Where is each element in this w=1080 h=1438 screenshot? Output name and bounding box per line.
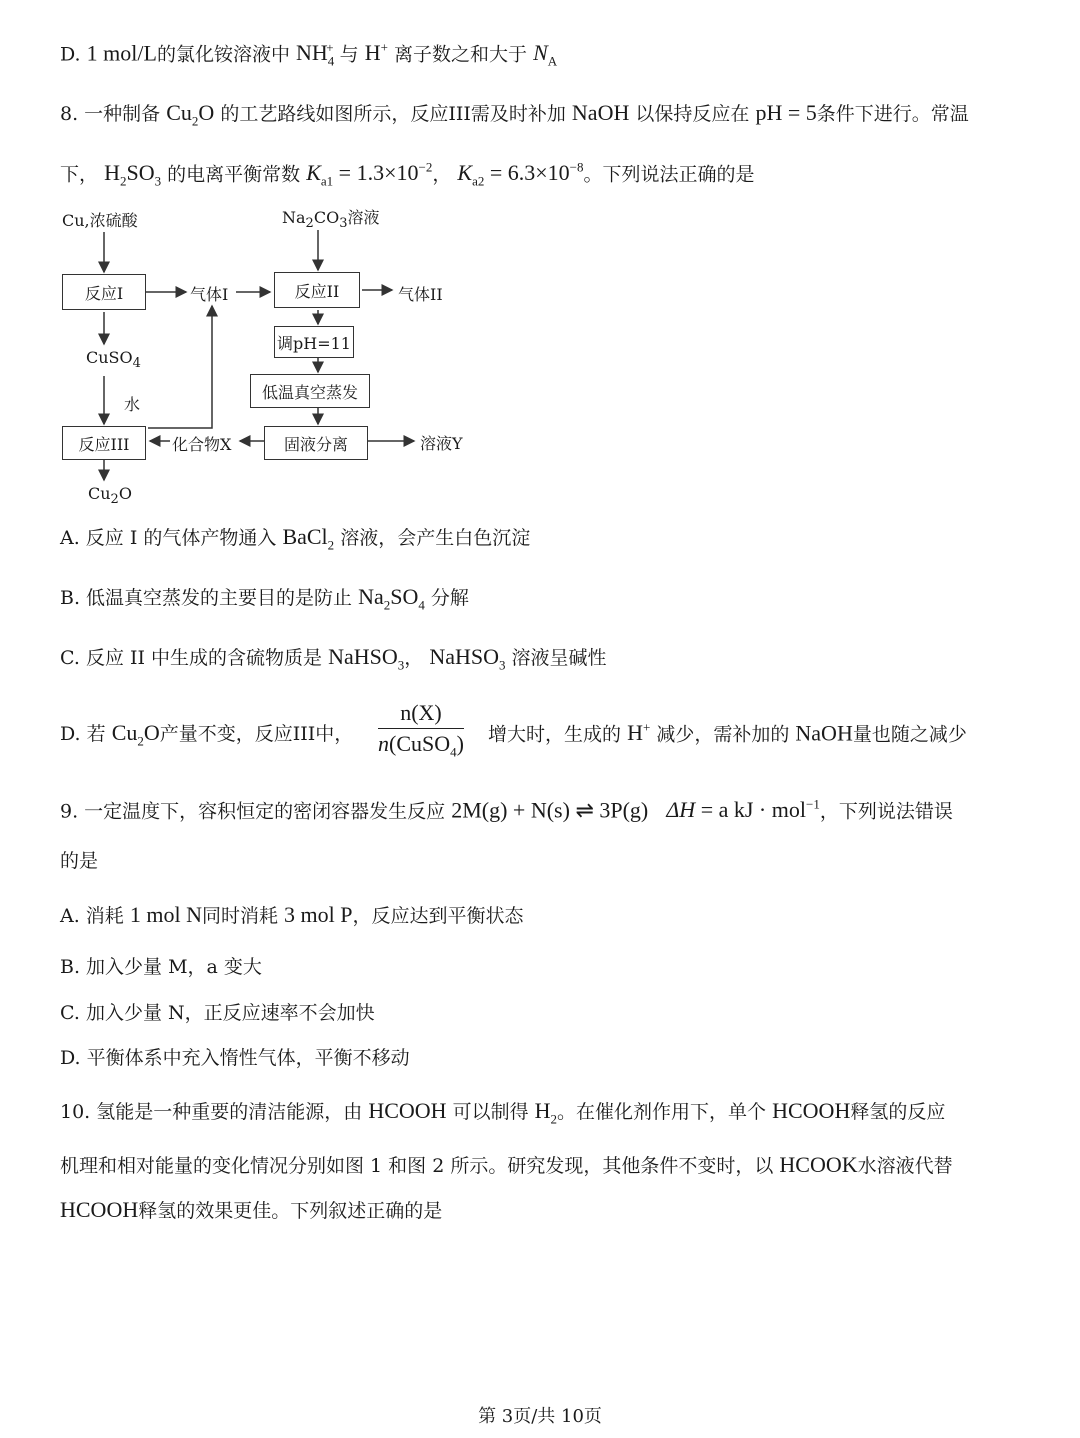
reaction-3-box: 反应III: [62, 426, 146, 460]
gas-2-label: 气体II: [398, 285, 443, 304]
naoh-formula: NaOH: [795, 720, 853, 746]
ammonium-formula: $NH_4^+$: [296, 40, 335, 69]
q8-option-c: C. 反应 II 中生成的含硫物质是 NaHSO$_3$， NaHSO$_3$ 溶液呈碱性: [60, 644, 607, 673]
page-number: 第 3页/共 10页: [478, 1406, 602, 1427]
water-label: 水: [124, 395, 141, 414]
q8-stem-line1: 8. 一种制备 $Cu_2O$ 的工艺路线如图所示，反应III需及时补加 NaOH 以保持反应在 pH = 5条件下进行。常温: [60, 100, 969, 129]
gas-1-label: 气体I: [190, 285, 229, 304]
ratio-fraction: [378, 700, 464, 760]
hcooh-formula: HCOOH: [368, 1098, 447, 1123]
nahso3-formula: NaHSO$_3$: [429, 644, 506, 673]
na2so4-formula: $Na_2SO_4$: [358, 584, 425, 613]
q8-option-b: B. 低温真空蒸发的主要目的是防止 $Na_2SO_4$ 分解: [60, 584, 469, 613]
avogadro-symbol: $N_A$: [533, 40, 558, 69]
ka2-expression: $K_{a2} = 6.3\times 10^{-8}$: [457, 160, 584, 189]
ka1-expression: $K_{a1} = 1.3\times 10^{-2}$: [306, 160, 433, 189]
fraction-denominator: n(CuSO$_4$): [378, 731, 464, 760]
amount-n: 1 mol N: [129, 902, 202, 927]
q8-option-d: D. 若 $Cu_2O$产量不变，反应III中，: [60, 720, 354, 749]
solid-liquid-separation-box: 固液分离: [264, 426, 368, 460]
bacl2-formula: BaCl$_2$: [282, 524, 335, 553]
option-letter: D.: [60, 43, 81, 66]
q8-option-a: A. 反应 I 的气体产物通入 BaCl$_2$ 溶液，会产生白色沉淀: [60, 524, 531, 553]
q8-option-d-continued: 增大时，生成的 H+ 减少，需补加的 NaOH量也随之减少: [488, 720, 967, 746]
adjust-ph-box: 调pH=11: [274, 326, 354, 358]
compound-x-label: 化合物X: [172, 435, 232, 454]
reaction-equation: 2M(g) + N(s) ⇌ 3P(g): [451, 797, 649, 823]
h2-formula: $H_2$: [534, 1098, 558, 1127]
ph-value: pH = 5: [755, 100, 817, 125]
proton-formula: H+: [627, 720, 651, 746]
h2so3-formula: $H_2SO_3$: [104, 160, 162, 189]
low-temp-vacuum-evaporation-box: 低温真空蒸发: [250, 374, 370, 408]
hcook-formula: HCOOK: [779, 1152, 858, 1177]
cu2o-product-label: $Cu_2O$: [88, 484, 132, 508]
q10-stem-line1: 10. 氢能是一种重要的清洁能源，由 HCOOH 可以制得 $H_2$。在催化剂作用下，单个 HCOOH释氢的反应: [60, 1098, 946, 1127]
text: 与: [339, 43, 359, 66]
enthalpy-expression: ΔH = a kJ · mol$^{-1}$: [666, 797, 820, 823]
concentration: 1 mol/L: [86, 40, 157, 66]
q10-stem-line3: HCOOH释氢的效果更佳。下列叙述正确的是: [60, 1197, 443, 1222]
na2co3-solution-label: $Na_2CO_3$溶液: [282, 208, 380, 232]
amount-p: 3 mol P: [284, 902, 353, 927]
reaction-2-box: 反应II: [274, 272, 360, 308]
q9-option-a: A. 消耗 1 mol N同时消耗 3 mol P，反应达到平衡状态: [60, 902, 524, 927]
cu-conc-acid-label: Cu,浓硫酸: [62, 211, 138, 230]
q9-option-b: B. 加入少量 M，a 变大: [60, 956, 262, 978]
text: 的氯化铵溶液中: [156, 43, 290, 66]
hcooh-formula: HCOOH: [772, 1098, 851, 1123]
cuso4-label: CuSO$_4$: [86, 348, 141, 372]
cu2o-formula: $Cu_2O$: [111, 720, 160, 749]
solution-y-label: 溶液Y: [420, 434, 463, 453]
cu2o-formula: $Cu_2O$: [166, 100, 215, 129]
proton-formula: H+: [364, 40, 388, 66]
q9-option-d: D. 平衡体系中充入惰性气体，平衡不移动: [60, 1047, 410, 1069]
fraction-numerator: n(X): [378, 700, 464, 729]
q10-stem-line2: 机理和相对能量的变化情况分别如图 1 和图 2 所示。研究发现，其他条件不变时，以 HCOOK水溶液代替: [60, 1152, 953, 1177]
q9-stem-line1: 9. 一定温度下，容积恒定的密闭容器发生反应 2M(g) + N(s) ⇌ 3P(g) ΔH = a kJ · mol$^{-1}$，下列说法错误: [60, 797, 953, 823]
naoh-formula: NaOH: [571, 100, 630, 125]
nahso3-formula: NaHSO$_3$: [328, 644, 405, 673]
hcooh-formula: HCOOH: [60, 1197, 139, 1222]
text: 离子数之和大于: [394, 43, 528, 66]
q9-option-c: C. 加入少量 N，正反应速率不会加快: [60, 1002, 375, 1024]
reaction-1-box: 反应I: [62, 274, 146, 310]
flow-arrows: [0, 0, 1080, 520]
q9-stem-line2: 的是: [60, 850, 99, 872]
q8-stem-line2: 下， $H_2SO_3$ 的电离平衡常数 $K_{a1} = 1.3\times 10^{-2}$， $K_{a2} = 6.3\times 10^{-8}$。下列说法正确的是: [60, 160, 755, 189]
